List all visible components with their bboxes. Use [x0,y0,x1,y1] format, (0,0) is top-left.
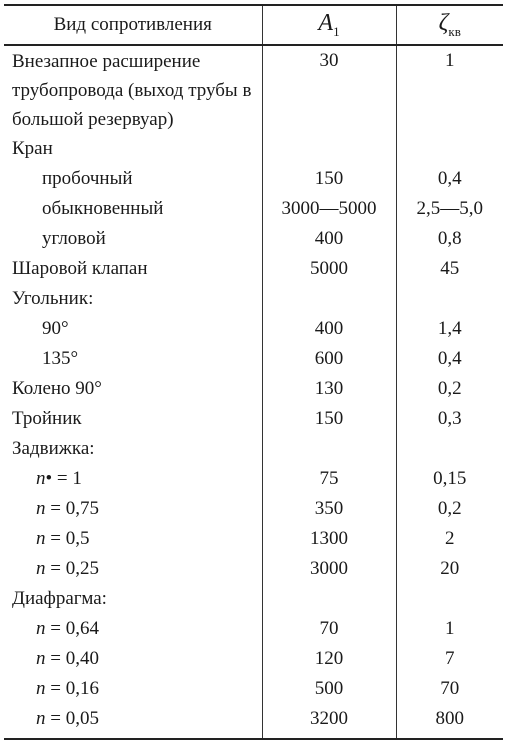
zeta-value-cell: 2,5—5,0 [396,194,503,224]
resistance-type-cell [4,644,262,674]
a1-value-cell: 120 [262,644,396,674]
table-row [4,674,503,704]
zeta-value-cell [396,134,503,164]
table-row [4,614,503,644]
table-row [4,45,503,134]
zeta-value-cell [396,584,503,614]
zeta-value-cell: 1 [396,614,503,644]
a1-value-cell: 3200 [262,704,396,739]
resistance-type-cell: Кран [12,138,53,159]
a1-value-cell: 75 [262,464,396,494]
a1-value-cell: 3000 [262,554,396,584]
table-row [4,194,503,224]
table-row [4,224,503,254]
n-variable: n [36,648,46,669]
resistance-type-cell: 90° [42,318,69,339]
a1-value-cell [262,134,396,164]
zeta-value-cell: 0,3 [396,404,503,434]
n-value: = 0,40 [45,648,99,669]
column-header-type: Вид сопротивления [4,5,262,45]
n-variable: n [36,708,46,729]
n-value: = 0,5 [45,528,90,549]
a1-value-cell [262,584,396,614]
table-row [4,404,503,434]
resistance-type-cell [4,524,262,554]
table-row [4,344,503,374]
zeta-value-cell: 0,2 [396,494,503,524]
header-row [4,5,503,45]
resistance-type-cell [4,614,262,644]
zeta-value-cell [396,284,503,314]
resistance-table [4,4,503,740]
n-variable: n [36,528,46,549]
n-value: = 0,05 [45,708,99,729]
resistance-type-cell: угловой [42,228,106,249]
zeta-subscript: кв [448,23,461,39]
n-variable: n [36,468,46,489]
n-value: = 0,16 [45,678,99,699]
a1-value-cell: 400 [262,224,396,254]
resistance-type-cell: обыкновенный [42,198,164,219]
a1-value-cell: 30 [262,45,396,134]
zeta-value-cell: 7 [396,644,503,674]
a1-value-cell: 500 [262,674,396,704]
table-row [4,284,503,314]
a1-value-cell: 350 [262,494,396,524]
table-row [4,644,503,674]
n-variable: n [36,618,46,639]
table-row [4,524,503,554]
zeta-value-cell: 0,8 [396,224,503,254]
resistance-type-cell: Внезапное расширение трубопровода (выход трубы в большой резервуар) [12,51,252,130]
resistance-type-cell [4,554,262,584]
a1-value-cell [262,284,396,314]
a1-value-cell: 130 [262,374,396,404]
table-row [4,134,503,164]
a1-symbol: A [318,10,334,37]
a1-value-cell: 70 [262,614,396,644]
n-value: = 0,75 [45,498,99,519]
table-row [4,704,503,739]
zeta-value-cell: 2 [396,524,503,554]
zeta-value-cell [396,434,503,464]
zeta-value-cell: 45 [396,254,503,284]
table-row [4,164,503,194]
a1-value-cell: 600 [262,344,396,374]
zeta-value-cell: 1 [396,45,503,134]
a1-value-cell: 3000—5000 [262,194,396,224]
zeta-value-cell: 1,4 [396,314,503,344]
resistance-type-cell: 135° [42,348,79,369]
zeta-value-cell: 800 [396,704,503,739]
table-body [4,45,503,739]
zeta-value-cell: 70 [396,674,503,704]
zeta-value-cell: 0,4 [396,344,503,374]
table-row [4,374,503,404]
resistance-type-cell: Угольник: [12,288,94,309]
zeta-value-cell: 0,15 [396,464,503,494]
zeta-value-cell: 0,4 [396,164,503,194]
a1-subscript: 1 [333,23,340,39]
table-row [4,584,503,614]
column-header-zeta [396,5,503,45]
resistance-type-cell: Шаровой клапан [12,258,148,279]
zeta-value-cell: 0,2 [396,374,503,404]
n-value: = 0,25 [45,558,99,579]
n-variable: n [36,678,46,699]
resistance-type-cell: Тройник [12,408,82,429]
a1-value-cell: 5000 [262,254,396,284]
a1-value-cell: 1300 [262,524,396,554]
zeta-value-cell: 20 [396,554,503,584]
resistance-type-cell: Диафрагма: [12,588,107,609]
resistance-type-cell [4,704,262,739]
resistance-type-cell [4,674,262,704]
resistance-type-cell [4,494,262,524]
a1-value-cell [262,434,396,464]
resistance-type-cell: Задвижка: [12,438,95,459]
column-header-a1 [262,5,396,45]
a1-value-cell: 150 [262,404,396,434]
table-row [4,494,503,524]
table-row [4,554,503,584]
resistance-type-cell [4,464,262,494]
table-row [4,434,503,464]
n-variable: n [36,498,46,519]
table-row [4,464,503,494]
n-value: = 0,64 [45,618,99,639]
zeta-symbol: ζ [438,10,449,37]
resistance-type-cell: пробочный [42,168,133,189]
n-variable: n [36,558,46,579]
table-row [4,254,503,284]
n-value: • = 1 [45,468,82,489]
a1-value-cell: 400 [262,314,396,344]
table-row [4,314,503,344]
resistance-type-cell: Колено 90° [12,378,102,399]
a1-value-cell: 150 [262,164,396,194]
